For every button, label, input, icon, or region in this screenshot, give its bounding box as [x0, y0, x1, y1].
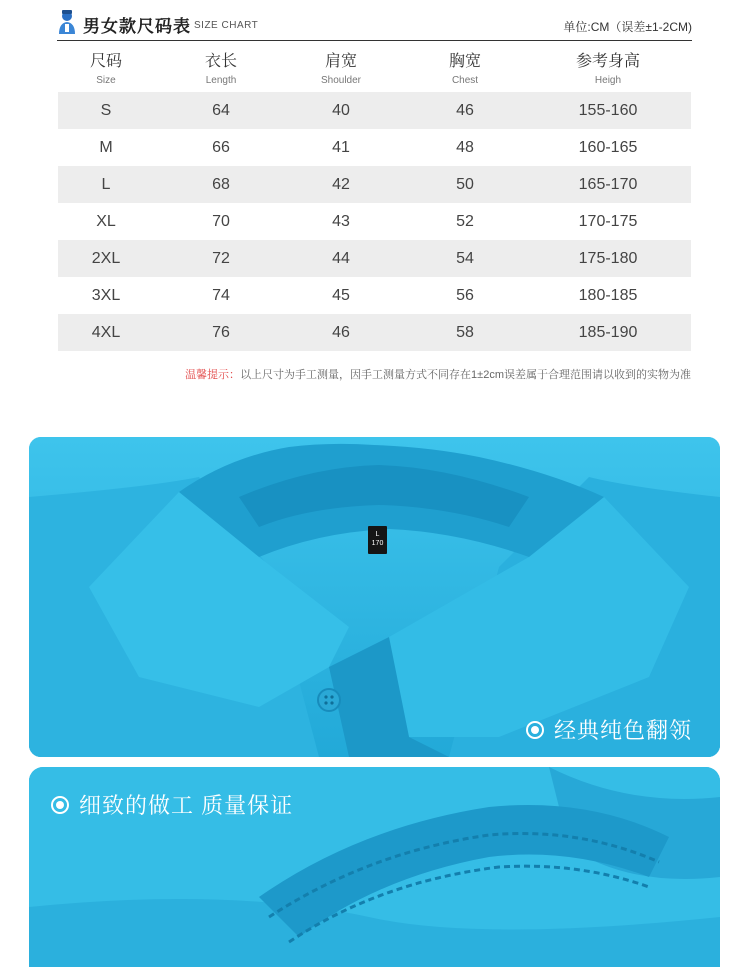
collar-caption: [526, 714, 692, 745]
size-table: [58, 44, 691, 351]
table-cell: 54: [456, 250, 474, 267]
collar-photo: [29, 437, 720, 757]
size-chart-header: [57, 6, 692, 41]
measurement-note: [185, 366, 691, 382]
table-row: [58, 240, 691, 277]
column-header: [548, 44, 668, 92]
table-cell: 175-180: [578, 250, 638, 267]
table-cell: 44: [332, 250, 350, 267]
table-cell: 165-170: [578, 176, 638, 193]
page-title: 男女款尺码表: [83, 17, 191, 36]
table-row: [58, 129, 691, 166]
column-header-en: Chest: [451, 75, 479, 86]
column-header-en: Length: [205, 75, 237, 86]
table-cell: 52: [456, 213, 474, 230]
note-text: 以上尺寸为手工测量，因手工测量方式不同存在1±2cm误差属于合理范围请以收到的实物为准: [240, 369, 691, 381]
size-tag-size: L: [375, 531, 380, 538]
table-cell: 46: [332, 324, 350, 341]
table-cell: 185-190: [578, 324, 638, 341]
table-cell: 66: [212, 139, 230, 156]
radio-dot-icon: [526, 721, 544, 739]
table-cell: XL: [96, 213, 116, 230]
table-cell: 180-185: [578, 287, 638, 304]
table-cell: 46: [456, 102, 474, 119]
column-header: [161, 44, 281, 92]
table-cell: S: [100, 102, 112, 119]
table-cell: 48: [456, 139, 474, 156]
column-header-zh: 衣长: [204, 53, 237, 70]
table-cell: 4XL: [91, 324, 121, 341]
table-row: [58, 203, 691, 240]
column-header-zh: 尺码: [89, 53, 122, 70]
table-row: [58, 92, 691, 129]
size-tag-height: 170: [371, 540, 384, 547]
table-cell: 40: [332, 102, 350, 119]
column-header-zh: 参考身高: [575, 53, 640, 70]
table-cell: 45: [332, 287, 350, 304]
table-cell: 68: [212, 176, 230, 193]
table-cell: 50: [456, 176, 474, 193]
table-cell: 43: [332, 213, 350, 230]
table-cell: 3XL: [91, 287, 121, 304]
size-tag: [368, 526, 387, 554]
table-row: [58, 166, 691, 203]
column-header-zh: 肩宽: [324, 53, 357, 70]
column-header-zh: 胸宽: [448, 53, 481, 70]
table-cell: 72: [212, 250, 230, 267]
table-cell: 74: [212, 287, 230, 304]
column-header: [281, 44, 401, 92]
detail-caption: [51, 789, 293, 820]
column-header: [405, 44, 525, 92]
column-header-en: Size: [96, 75, 116, 86]
table-row: [58, 277, 691, 314]
collar-illustration: [29, 437, 720, 757]
table-header: [58, 44, 691, 92]
table-cell: L: [101, 176, 111, 193]
page-subtitle: SIZE CHART: [194, 20, 259, 31]
table-cell: 58: [456, 324, 474, 341]
table-cell: 160-165: [578, 139, 638, 156]
table-cell: 155-160: [578, 102, 638, 119]
column-header: [46, 44, 166, 92]
table-cell: 41: [332, 139, 350, 156]
unit-note: 单位:CM（误差±1-2CM): [563, 20, 692, 34]
radio-dot-icon: [51, 796, 69, 814]
table-cell: 170-175: [578, 213, 638, 230]
person-icon: [57, 9, 77, 35]
column-header-en: Heigh: [594, 75, 622, 86]
table-cell: 76: [212, 324, 230, 341]
table-cell: 70: [212, 213, 230, 230]
table-cell: 56: [456, 287, 474, 304]
detail-caption-text: 细致的做工 质量保证: [79, 793, 294, 818]
detail-photo: [29, 767, 720, 967]
column-header-en: Shoulder: [320, 75, 362, 86]
table-cell: 42: [332, 176, 350, 193]
collar-caption-text: 经典纯色翻领: [553, 718, 692, 743]
table-cell: 2XL: [91, 250, 121, 267]
table-row: [58, 314, 691, 351]
table-cell: M: [99, 139, 113, 156]
table-cell: 64: [212, 102, 230, 119]
note-prefix: 温馨提示：: [185, 369, 241, 381]
